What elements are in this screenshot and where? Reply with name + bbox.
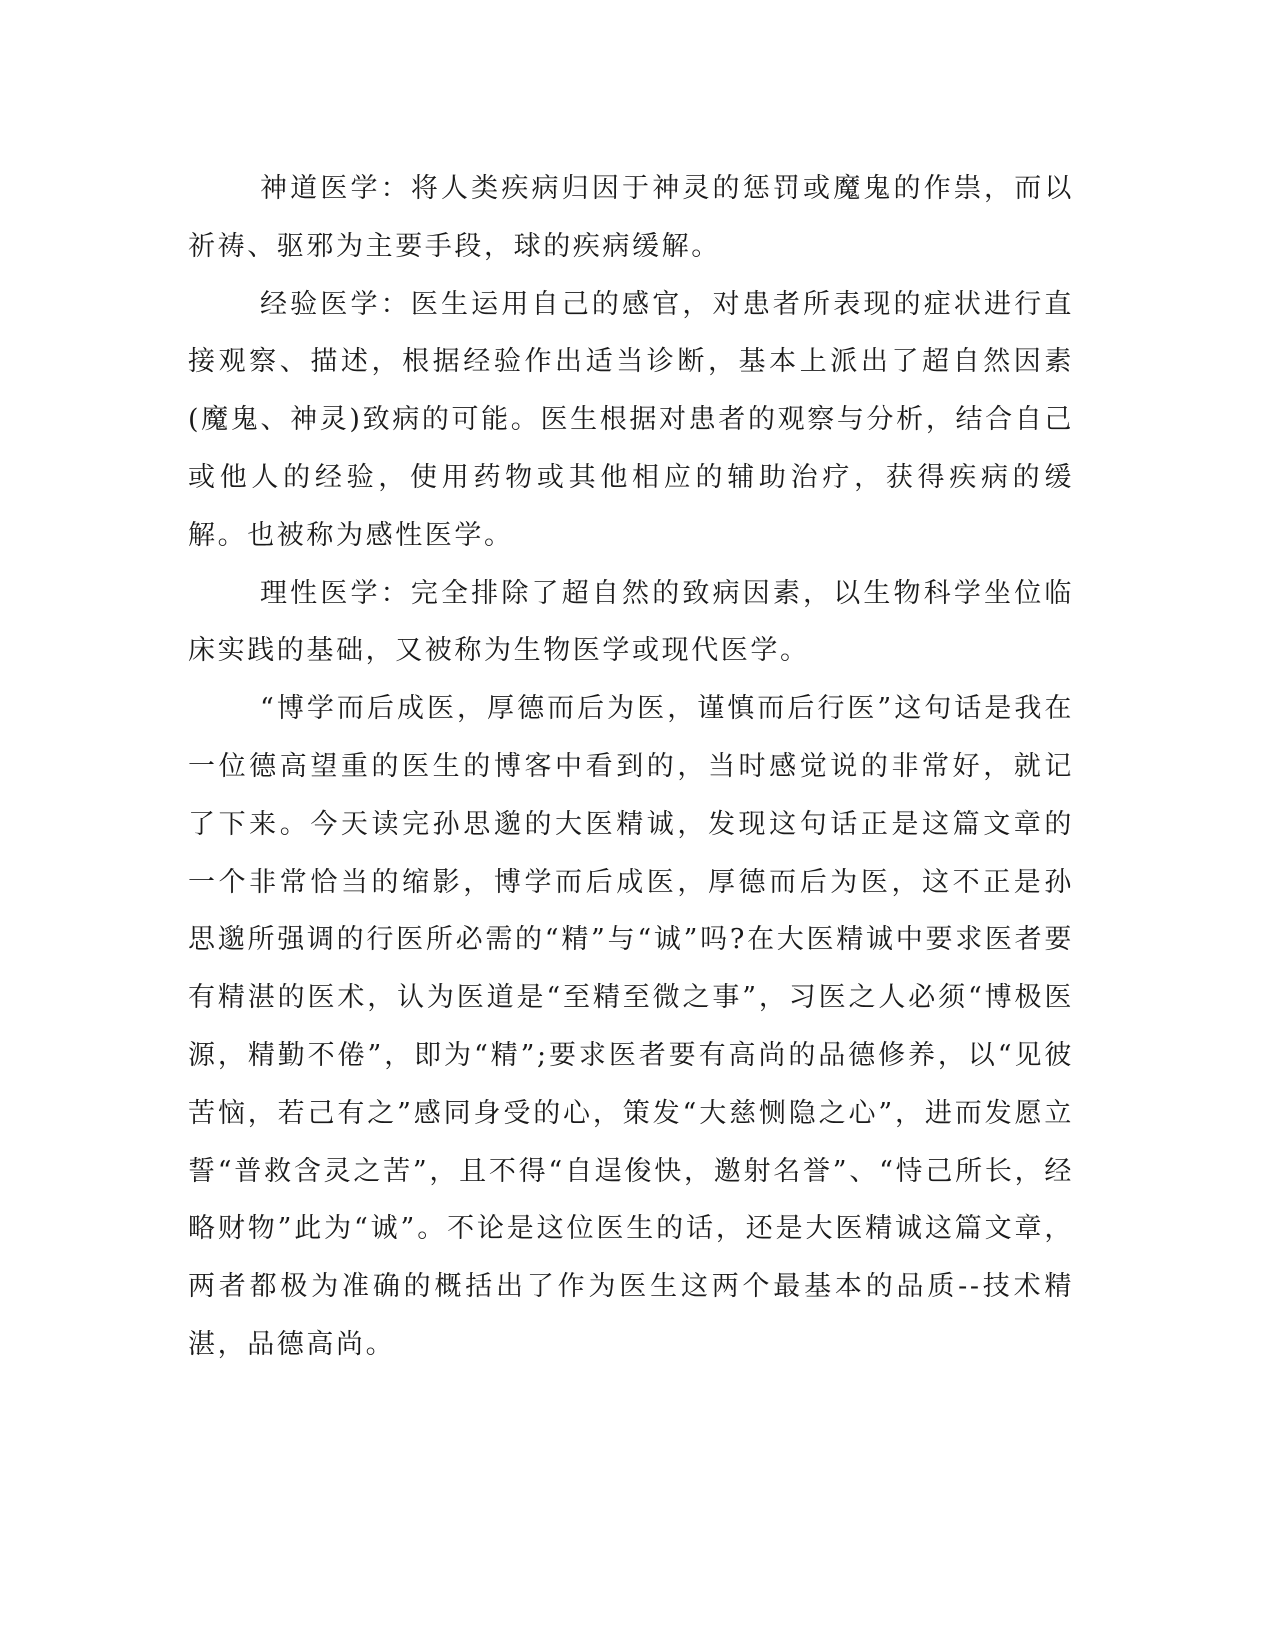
paragraph-empirical-medicine: 经验医学：医生运用自己的感官，对患者所表现的症状进行直接观察、描述，根据经验作出适当诊断，基本上派出了超自然因素(魔鬼、神灵)致病的可能。医生根据对患者的观察与分析，结合自己或他人的经验，使用药物或其他相应的辅助治疗，获得疾病的缓解。也被称为感性医学。: [188, 288, 1074, 551]
paragraph-rational-medicine: 理性医学：完全排除了超自然的致病因素，以生物科学坐位临床实践的基础，又被称为生物医学或现代医学。: [188, 577, 1074, 667]
paragraph-reflection: “博学而后成医，厚德而后为医，谨慎而后行医”这句话是我在一位德高望重的医生的博客中看到的，当时感觉说的非常好，就记了下来。今天读完孙思邈的大医精诚，发现这句话正是这篇文章的一个非常恰当的缩影，博学而后成医，厚德而后为医，这不正是孙思邈所强调的行医所必需的“精”与“诚”吗?在大医精诚中要求医者要有精湛的医术，认为医道是“至精至微之事”，习医之人必须“博极医源，精勤不倦”，即为“精”;要求医者要有高尚的品德修养，以“见彼苦恼，若己有之”感同身受的心，策发“大慈恻隐之心”，进而发愿立誓“普救含灵之苦”，且不得“自逞俊快，邀射名誉”、“恃己所长，经略财物”此为“诚”。不论是这位医生的话，还是大医精诚这篇文章，两者都极为准确的概括出了作为医生这两个最基本的品质--技术精湛，品德高尚。: [188, 693, 1074, 1360]
paragraph-shendao-medicine: 神道医学：将人类疾病归因于神灵的惩罚或魔鬼的作祟，而以祈祷、驱邪为主要手段，球的疾病缓解。: [188, 173, 1074, 262]
document-body: [188, 160, 1074, 1374]
